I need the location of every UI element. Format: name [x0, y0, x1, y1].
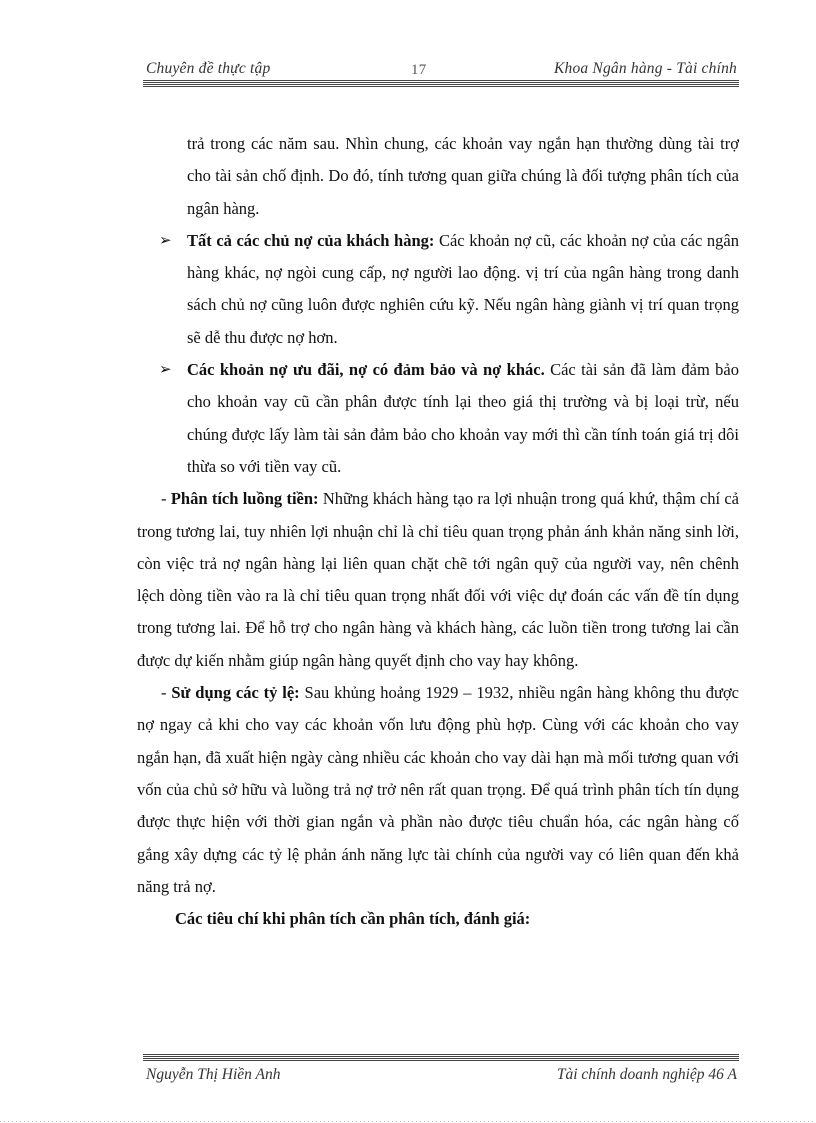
bullet-item: [137, 225, 739, 354]
page-header: [143, 58, 739, 82]
paragraph-text: Những khách hàng tạo ra lợi nhuận trong quá khứ, thậm chí cả trong tương lai, tuy nhiên lợi nhuận chỉ là chỉ tiêu quan trọng phản ánh khản năng sinh lời, còn việc trả nợ ngân hàng lại liên quan chặt chẽ tới ngân quỹ của người vay, nên chênh lệch dòng tiền vào ra là chỉ tiêu quan trọng nhất đối với việc dự đoán các vấn đề tín dụng trong tương lai. Để hỗ trợ cho ngân hàng và khách hàng, các luồn tiền trong tương lai cần được dự kiến nhằm giúp ngân hàng quyết định cho vay hay không.: [137, 489, 739, 670]
page-body: [137, 128, 739, 935]
continued-paragraph: trả trong các năm sau. Nhìn chung, các khoản vay ngắn hạn thường dùng tài trợ cho tài sản chố định. Do đó, tính tương quan giữa chúng là đối tượng phân tích của ngân hàng.: [187, 134, 739, 218]
footer-rule: [143, 1054, 739, 1062]
paragraph-dash: -: [161, 489, 171, 509]
bullet-text: Các tài sản đã làm đảm bảo cho khoản vay cũ cần phân được tính lại theo giá thị trường và bị loại trừ, nếu chúng được lấy làm tài sản đảm bảo cho khoản vay mới thì cần tính toán giá trị dôi thừa so với tiền vay cũ.: [187, 360, 739, 476]
body-paragraph: [137, 483, 739, 677]
header-rule: [143, 80, 739, 88]
body-paragraph: [137, 677, 739, 903]
bullet-title: Tất cả các chủ nợ của khách hàng:: [187, 230, 435, 250]
paragraph-dash: -: [161, 683, 172, 703]
paragraph-title: Sử dụng các tỷ lệ:: [171, 683, 300, 703]
footer-author: Nguyễn Thị Hiền Anh: [146, 1066, 281, 1083]
page-footer: [143, 1064, 739, 1088]
header-document-title: Chuyên đề thực tập: [146, 60, 271, 77]
section-heading: Các tiêu chí khi phân tích cần phân tích, đánh giá:: [175, 909, 531, 929]
page-number: 17: [411, 62, 427, 78]
bullet-text: Các khoản nợ cũ, các khoản nợ của các ngân hàng khác, nợ ngòi cung cấp, nợ người lao động. vị trí của ngân hàng trong danh sách chủ nợ cũng luôn được nghiên cứu kỹ. Nếu ngân hàng giành vị trí quan trọng sẽ dễ thu được nợ hơn.: [187, 230, 739, 347]
arrow-bullet-icon: ➢: [159, 232, 172, 249]
header-department: Khoa Ngân hàng - Tài chính: [553, 60, 737, 77]
paragraph-text: Sau khủng hoảng 1929 – 1932, nhiều ngân hàng không thu được nợ ngay cả khi cho vay các khoản vốn lưu động phù hợp. Cùng với các khoản cho vay ngắn hạn, đã xuất hiện ngày càng nhiều các khoản cho vay dài hạn mà mối tương quan với vốn của chủ sở hữu và luồng trả nợ trở nên rất quan trọng. Để quá trình phân tích tín dụng được thực hiện với thời gian ngắn và phần nào được tiêu chuẩn hóa, các ngân hàng cố gắng xây dựng các tỷ lệ phản ánh năng lực tài chính của người vay có liên quan đến khả năng trả nợ.: [137, 683, 740, 896]
bullet-item: [137, 354, 739, 483]
arrow-bullet-icon: ➢: [159, 362, 172, 379]
footer-class: Tài chính doanh nghiệp 46 A: [556, 1066, 737, 1083]
paragraph-title: Phân tích luồng tiền:: [170, 489, 319, 509]
bullet-title: Các khoản nợ ưu đãi, nợ có đảm bảo và nợ khác.: [187, 360, 545, 380]
page-bottom-dotted-edge: [0, 1121, 816, 1122]
